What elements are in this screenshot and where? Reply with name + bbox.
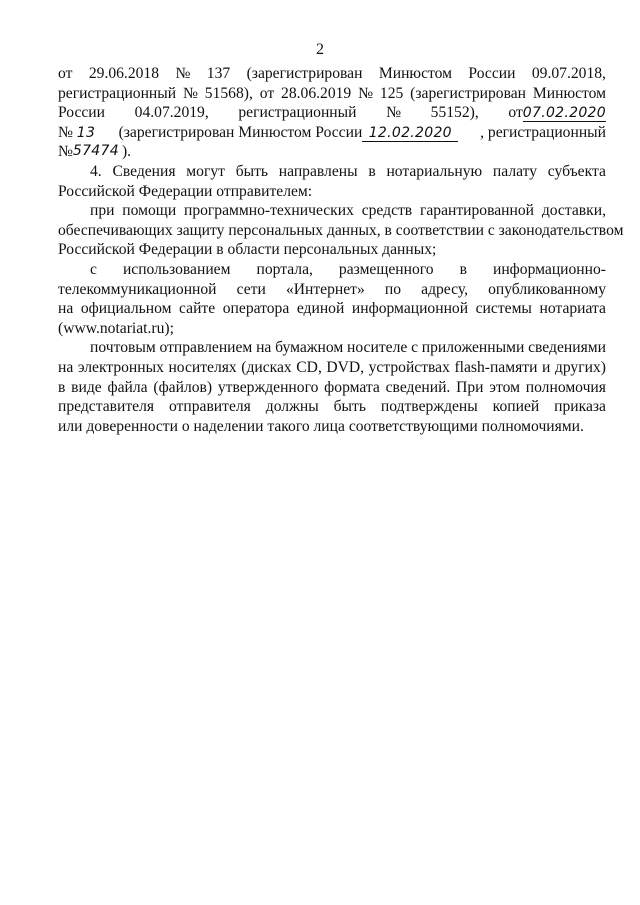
word: (файлов) (153, 378, 213, 396)
paragraph-portal (58, 260, 606, 338)
word: направлены (278, 162, 358, 180)
word: в (58, 378, 66, 396)
word: средств (361, 202, 413, 220)
text-line (58, 123, 606, 143)
word: доставки, (541, 202, 606, 220)
word: палату (492, 162, 538, 180)
word: 29.06.2018 (88, 65, 160, 82)
line-text: Российской Федерации отправителем: (58, 182, 313, 200)
word: № (386, 104, 402, 122)
handwritten-date: 07.02.2020 (522, 105, 606, 122)
word: гарантированной (419, 202, 535, 220)
word: этом (489, 378, 520, 396)
handwritten-date-field (508, 103, 606, 123)
line-text: Российской Федерации в области персональных данных; (58, 241, 437, 259)
word: регистрационный (58, 84, 177, 102)
word: отправителя (168, 398, 251, 416)
text-line (58, 64, 606, 84)
word: системы (475, 300, 532, 318)
text-line (58, 182, 606, 202)
paragraph-item-4 (58, 162, 606, 201)
word: 55152), (430, 104, 479, 122)
word: бумажном (275, 339, 344, 357)
word: приказа (554, 398, 606, 416)
word: (дисках (241, 358, 292, 376)
text-line (58, 142, 606, 162)
line-text: обеспечивающих защиту персональных данных, в соответствии с законодательством (58, 221, 624, 239)
text-line (58, 417, 606, 437)
word: Сведения (112, 162, 176, 180)
word: опубликованному (488, 280, 606, 298)
word: от (58, 65, 73, 82)
text-line (58, 240, 606, 260)
word: в (368, 162, 376, 180)
registration-phrase: (зарегистрирован Минюстом России (118, 123, 363, 141)
word: виде (71, 378, 102, 396)
word: flash-памяти (454, 358, 538, 376)
text-line (58, 260, 606, 280)
word: программно-технических (183, 202, 354, 220)
word: сети (236, 280, 266, 298)
word: Минюстом (378, 65, 452, 82)
word: CD, (296, 358, 322, 376)
text-line (58, 378, 606, 398)
handwritten-registration-number: 57474 (72, 143, 119, 160)
word: сайте (179, 300, 216, 318)
word: могут (186, 162, 225, 180)
text-line (58, 319, 606, 339)
word: должны (265, 398, 319, 416)
registration-label: , регистрационный (480, 123, 606, 141)
word: (зарегистрирован (410, 84, 526, 102)
word: копией (492, 398, 540, 416)
word: субъекта (547, 162, 606, 180)
paragraph-postal (58, 338, 606, 436)
word: представителя (58, 398, 155, 416)
word: официальном (80, 300, 172, 318)
word: «Интернет» (285, 280, 365, 298)
page-number: 2 (316, 41, 324, 58)
handwritten-date: 12.02.2020 (362, 125, 458, 142)
word: с (411, 339, 418, 357)
text-line (58, 280, 606, 300)
word: быть (333, 398, 366, 416)
word: России (468, 65, 516, 82)
text-line (58, 103, 606, 123)
line-text: или доверенности о наделении такого лица соответствующими полномочиями. (58, 417, 584, 435)
word: нотариата (539, 300, 606, 318)
word: сведениями (528, 339, 606, 357)
word: по (384, 280, 402, 298)
word: № (358, 84, 373, 102)
text-line (58, 338, 606, 358)
word: использованием (122, 260, 231, 278)
word: файла (107, 378, 148, 396)
text-line (58, 84, 606, 104)
item-number: 4. (90, 162, 102, 180)
word: полномочия (525, 378, 606, 396)
word: в (459, 260, 467, 278)
word: размещенного (338, 260, 434, 278)
word: носителях (168, 358, 237, 376)
word: России (58, 104, 106, 122)
text-line (58, 358, 606, 378)
word: приложенными (421, 339, 525, 357)
word: других) (554, 358, 606, 376)
word: 51568), (204, 84, 253, 102)
text-line (58, 397, 606, 417)
closing-text: ). (121, 143, 132, 161)
word: на (58, 300, 74, 318)
word: быть (235, 162, 269, 180)
word: адресу, (421, 280, 468, 298)
word: электронных (77, 358, 164, 376)
word: утвержденного (217, 378, 319, 396)
word: Минюстом (532, 84, 606, 102)
word: формата (324, 378, 380, 396)
number-sign: № (58, 143, 73, 161)
word: № (183, 84, 198, 102)
word: от (259, 84, 275, 102)
word: почтовым (90, 339, 156, 357)
word: 09.07.2018, (531, 65, 606, 82)
word: № (175, 65, 191, 82)
text-line (58, 201, 606, 221)
word: При (456, 378, 484, 396)
word: 28.06.2019 (281, 84, 352, 102)
paragraph-orders-list (58, 64, 606, 162)
word: носителе (347, 339, 408, 357)
word: на (58, 358, 74, 376)
word: телекоммуникационной (58, 280, 217, 298)
text-line (58, 221, 624, 241)
word: подтверждены (380, 398, 478, 416)
word: DVD, (326, 358, 365, 376)
website-text: (www.notariat.ru); (58, 319, 174, 337)
word: на (256, 339, 272, 357)
word: портала, (256, 260, 313, 278)
text-line (58, 162, 606, 182)
word: помощи (122, 202, 177, 220)
word: единой (296, 300, 345, 318)
paragraph-technical-means (58, 201, 624, 260)
word: 125 (379, 84, 404, 102)
word: (зарегистрирован (246, 65, 363, 82)
text-line (58, 299, 606, 319)
registration-text (119, 123, 459, 143)
word: нотариальную (386, 162, 483, 180)
word: от (508, 104, 523, 122)
word: отправлением (159, 339, 253, 357)
word: с (90, 260, 97, 278)
word: сведений. (385, 378, 451, 396)
word: устройствах (368, 358, 450, 376)
word: и (541, 358, 551, 376)
word: 137 (206, 65, 231, 82)
word: регистрационный (238, 104, 357, 122)
word: оператора (222, 300, 290, 318)
number-sign: № (58, 123, 73, 141)
word: информационной (351, 300, 469, 318)
word: 04.07.2019, (134, 104, 209, 122)
word: информационно- (492, 260, 606, 278)
handwritten-number: 13 (76, 124, 96, 141)
document-body (58, 64, 624, 436)
word: при (90, 202, 115, 220)
handwritten-number-field (58, 123, 97, 143)
